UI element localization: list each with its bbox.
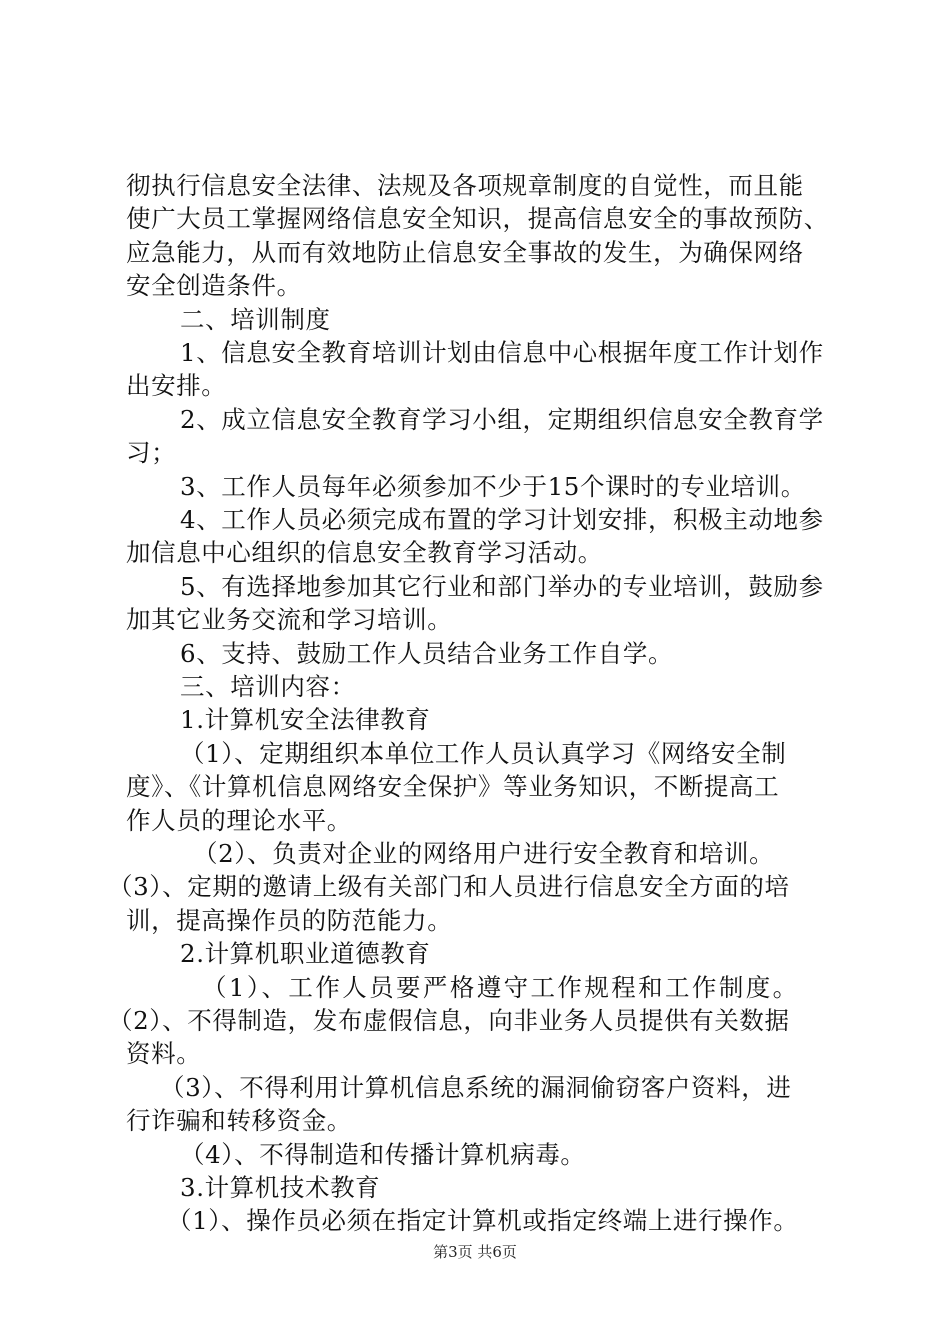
text-line: （1）、操作员必须在指定计算机或指定终端上进行操作。	[167, 1206, 799, 1235]
section-heading: 三、培训内容：	[180, 672, 356, 701]
text-line: （1）、工作人员要严格遵守工作规程和工作制度。	[202, 973, 800, 1002]
text-line: 行诈骗和转移资金。	[126, 1106, 352, 1135]
text-line: 应急能力，从而有效地防止信息安全事故的发生，为确保网络	[126, 238, 804, 267]
subsection-heading: 1.计算机安全法律教育	[180, 705, 431, 734]
text-line: 6、支持、鼓励工作人员结合业务工作自学。	[180, 639, 674, 668]
text-line: 3、工作人员每年必须参加不少于15个课时的专业培训。	[180, 472, 806, 501]
section-heading: 二、培训制度	[180, 305, 331, 334]
text-line: 出安排。	[126, 371, 227, 400]
text-line: （4）、不得制造和传播计算机病毒。	[180, 1140, 586, 1169]
text-line: 4、工作人员必须完成布置的学习计划安排，积极主动地参	[180, 505, 824, 534]
text-line: （1）、定期组织本单位工作人员认真学习《网络安全制	[180, 739, 787, 768]
text-line: 安全创造条件。	[126, 271, 302, 300]
text-line: （2）、负责对企业的网络用户进行安全教育和培训。	[193, 839, 775, 868]
text-line: 资料。	[126, 1039, 202, 1068]
text-line: 加信息中心组织的信息安全教育学习活动。	[126, 538, 603, 567]
text-line: 彻执行信息安全法律、法规及各项规章制度的自觉性，而且能	[126, 171, 804, 200]
text-line: 习；	[126, 438, 177, 467]
text-line: 使广大员工掌握网络信息安全知识，提高信息安全的事故预防、	[126, 204, 829, 233]
text-line: 度》、《计算机信息网络安全保护》等业务知识，不断提高工	[126, 772, 780, 801]
subsection-heading: 3.计算机技术教育	[180, 1173, 381, 1202]
page-footer: 第3页 共6页	[433, 1243, 517, 1261]
text-line: 1、信息安全教育培训计划由信息中心根据年度工作计划作	[180, 338, 824, 367]
text-line: （2）、不得制造，发布虚假信息，向非业务人员提供有关数据	[108, 1006, 790, 1035]
text-line: 训，提高操作员的防范能力。	[126, 906, 453, 935]
subsection-heading: 2.计算机职业道德教育	[180, 939, 431, 968]
text-line: （3）、定期的邀请上级有关部门和人员进行信息安全方面的培	[108, 872, 790, 901]
text-line: 加其它业务交流和学习培训。	[126, 605, 453, 634]
text-line: 作人员的理论水平。	[126, 806, 352, 835]
text-line: （3）、不得利用计算机信息系统的漏洞偷窃客户资料，进	[160, 1073, 792, 1102]
text-line: 2、成立信息安全教育学习小组，定期组织信息安全教育学	[180, 405, 824, 434]
text-line: 5、有选择地参加其它行业和部门举办的专业培训，鼓励参	[180, 572, 824, 601]
